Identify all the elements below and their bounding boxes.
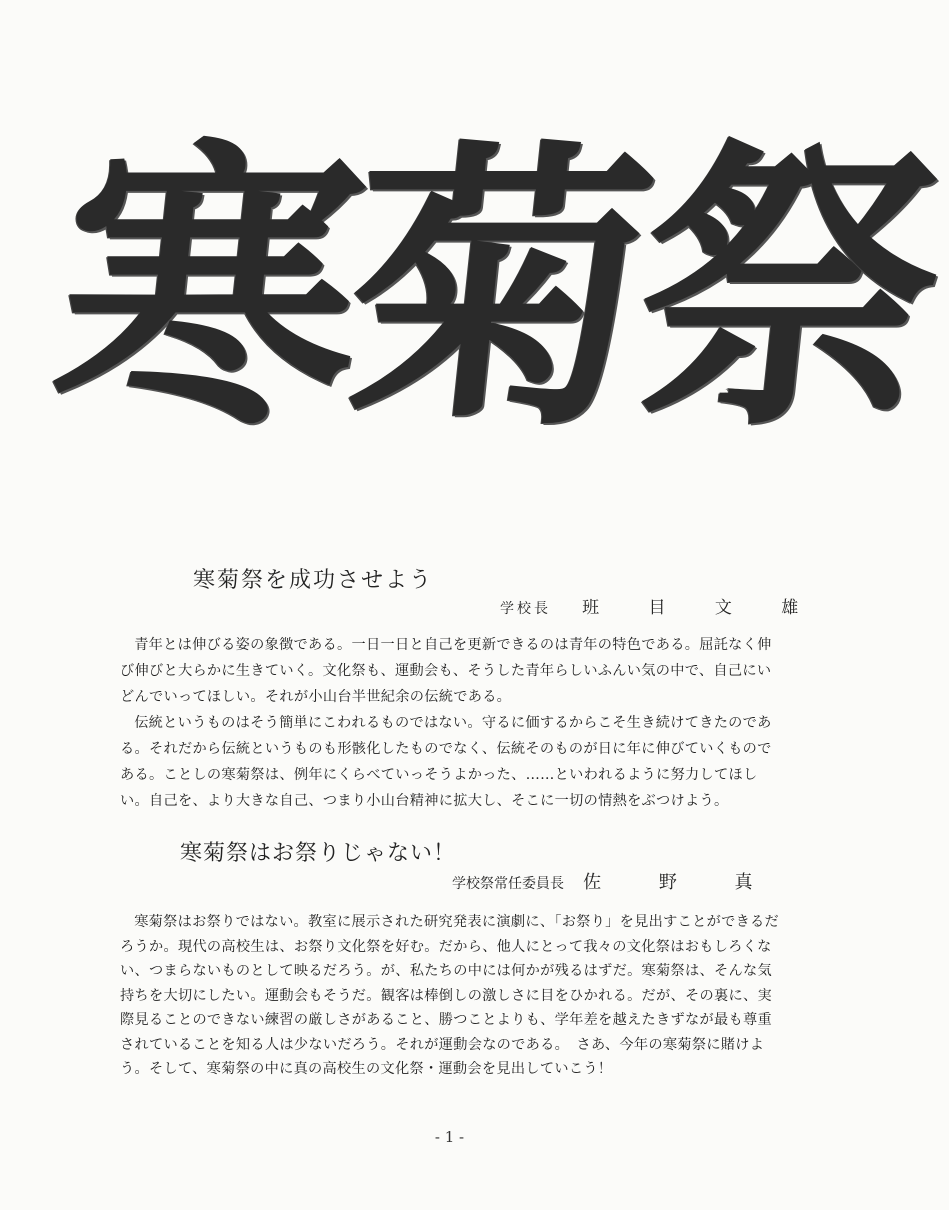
title-char-3: 祭 [621,113,949,466]
article1-author-name: 班 目 文 雄 [582,598,821,618]
article2-author [452,868,779,894]
article1-author [500,593,820,618]
title-char-1: 寒 [41,113,369,466]
article1-heading: 寒菊祭を成功させよう [193,568,434,593]
article2-paragraph-1: 寒菊祭はお祭りではない。教室に展示された研究発表に演劇に、「お祭り」を見出すことができるだろうか。現代の高校生は、お祭り文化祭を好む。だから、他人にとって我々の文化祭はおもしろくない、つまらないものとして映るだろう。が、私たちの中には何かが残るはずだ。寒菊祭は、そんな気持ちを大切にしたい。運動会もそうだ。観客は棒倒しの激しさに目をひかれる。だが、その裏に、実際見ることのできない練習の厳しさがあること、勝つことよりも、学年差を越えたきずなが最も尊重されていることを知る人は少ないだろう。それが運動会なのである。 さあ、今年の寒菊祭に賭けよう。そして、寒菊祭の中に真の高校生の文化祭・運動会を見出していこう！ [120,914,780,1077]
title-char-2: 菊 [331,113,659,466]
article2-body [120,910,780,1082]
article2-author-name: 佐 野 真 [583,872,779,893]
article1-author-role: 学校長 [500,601,551,617]
article2-heading: 寒菊祭はお祭りじゃない！ [180,841,457,866]
article1-body [120,632,780,814]
article1-paragraph-2: 伝統というものはそう簡単にこわれるものではない。守るに価するからこそ生き続けてきたのである。それだから伝統というものも形骸化したものでなく、伝統そのものが日に年に伸びていくものである。ことしの寒菊祭は、例年にくらべていっそうよかった、……といわれるように努力してほしい。自己を、より大きな自己、つまり小山台精神に拡大し、そこに一切の情熱をぶつけよう。 [120,715,772,809]
calligraphy-title [41,100,949,480]
page-number: - 1 - [434,1128,465,1146]
article2-author-role: 学校祭常任委員長 [452,876,564,892]
article1-paragraph-1: 青年とは伸びる姿の象徴である。一日一日と自己を更新できるのは青年の特色である。屈託なく伸び伸びと大らかに生きていく。文化祭も、運動会も、そうした青年らしいふんい気の中で、自己にいどんでいってほしい。それが小山台半世紀余の伝統である。 [120,637,772,705]
